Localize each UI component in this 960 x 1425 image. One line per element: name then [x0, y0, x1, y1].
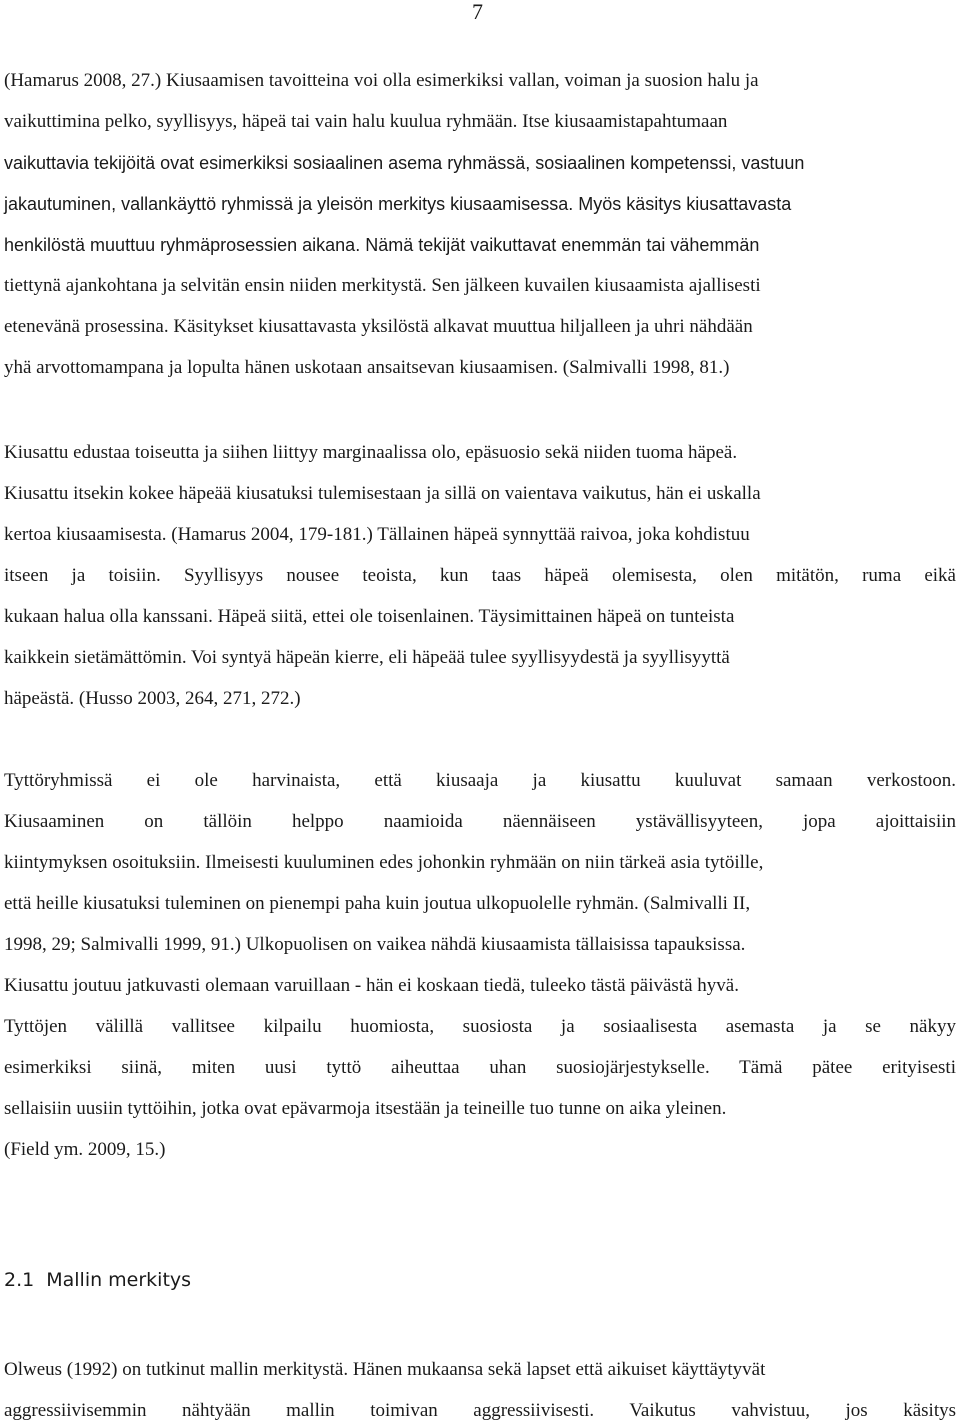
text-line: henkilöstä muuttuu ryhmäprosessien aikana. Nämä tekijät vaikuttavat enemmän tai vähemmän	[4, 235, 760, 255]
text-line: esimerkiksi siinä, miten uusi tyttö aiheuttaa uhan suosiojärjestykselle. Tämä pätee erityisesti	[4, 1057, 956, 1078]
text-line: sellaisiin uusiin tyttöihin, jotka ovat epävarmoja itsestään ja teineille tuo tunne on aika yleinen.	[4, 1098, 727, 1119]
section-number: 2.1	[4, 1269, 35, 1291]
text-line: Kiusaaminen on tällöin helppo naamioida näennäiseen ystävällisyyteen, jopa ajoittaisiin	[4, 811, 956, 832]
page-number: 7	[472, 0, 483, 24]
text-line: vaikuttavia tekijöitä ovat esimerkiksi sosiaalinen asema ryhmässä, sosiaalinen kompetenssi, vastuun	[4, 153, 805, 173]
text-line: Tyttöryhmissä ei ole harvinaista, että kiusaaja ja kiusattu kuuluvat samaan verkostoon.	[4, 770, 956, 791]
section-heading	[4, 1267, 191, 1293]
text-line: kukaan halua olla kanssani. Häpeä siitä, ettei ole toisenlainen. Täysimittainen häpeä on tunteista	[4, 606, 735, 627]
text-line: että heille kiusatuksi tuleminen on pienempi paha kuin joutua ulkopuolelle ryhmän. (Salmivalli II,	[4, 893, 751, 914]
text-line: 1998, 29; Salmivalli 1999, 91.) Ulkopuolisen on vaikea nähdä kiusaamista tällaisissa tapauksissa.	[4, 934, 746, 955]
text-line: vaikuttimina pelko, syyllisyys, häpeä tai vain halu kuulua ryhmään. Itse kiusaamistapahtumaan	[4, 111, 728, 132]
text-line: Kiusattu itsekin kokee häpeää kiusatuksi tulemisestaan ja sillä on vaientava vaikutus, hän ei uskalla	[4, 483, 761, 504]
section-title: Mallin merkitys	[46, 1269, 192, 1291]
text-line: aggressiivisemmin nähtyään mallin toimivan aggressiivisesti. Vaikutus vahvistuu, jos käsitys	[4, 1400, 956, 1421]
text-line: Kiusattu joutuu jatkuvasti olemaan varuillaan - hän ei koskaan tiedä, tuleeko tästä päivästä hyvä.	[4, 975, 739, 996]
text-line: jakautuminen, vallankäyttö ryhmissä ja yleisön merkitys kiusaamisessa. Myös käsitys kiusattavasta	[4, 194, 792, 214]
text-line: Tyttöjen välillä vallitsee kilpailu huomiosta, suosiosta ja sosiaalisesta asemasta ja se näkyy	[4, 1016, 956, 1037]
text-line: Olweus (1992) on tutkinut mallin merkitystä. Hänen mukaansa sekä lapset että aikuiset käyttäytyvät	[4, 1359, 766, 1380]
text-line: itseen ja toisiin. Syyllisyys nousee teoista, kun taas häpeä olemisesta, olen mitätön, ruma eikä	[4, 565, 956, 586]
text-line: Kiusattu edustaa toiseutta ja siihen liittyy marginaalissa olo, epäsuosio sekä niiden tuoma häpeä.	[4, 442, 738, 463]
text-line: (Field ym. 2009, 15.)	[4, 1139, 166, 1160]
text-line: häpeästä. (Husso 2003, 264, 271, 272.)	[4, 688, 301, 709]
text-line: kiintymyksen osoituksiin. Ilmeisesti kuuluminen edes johonkin ryhmään on niin tärkeä asia tytöille,	[4, 852, 764, 873]
text-line: yhä arvottomampana ja lopulta hänen uskotaan ansaitsevan kiusaamisen. (Salmivalli 1998, 81.)	[4, 357, 730, 378]
text-line: tiettynä ajankohtana ja selvitän ensin niiden merkitystä. Sen jälkeen kuvailen kiusaamista ajallisesti	[4, 275, 761, 296]
text-line: kertoa kiusaamisesta. (Hamarus 2004, 179-181.) Tällainen häpeä synnyttää raivoa, joka kohdistuu	[4, 524, 750, 545]
text-line: etenevänä prosessina. Käsitykset kiusattavasta yksilöstä alkavat muuttua hiljalleen ja uhri nähdään	[4, 316, 753, 337]
text-line: kaikkein sietämättömin. Voi syntyä häpeän kierre, eli häpeää tulee syyllisyydestä ja syyllisyyttä	[4, 647, 730, 668]
text-line: (Hamarus 2008, 27.) Kiusaamisen tavoitteina voi olla esimerkiksi vallan, voiman ja suosion halu ja	[4, 70, 759, 91]
